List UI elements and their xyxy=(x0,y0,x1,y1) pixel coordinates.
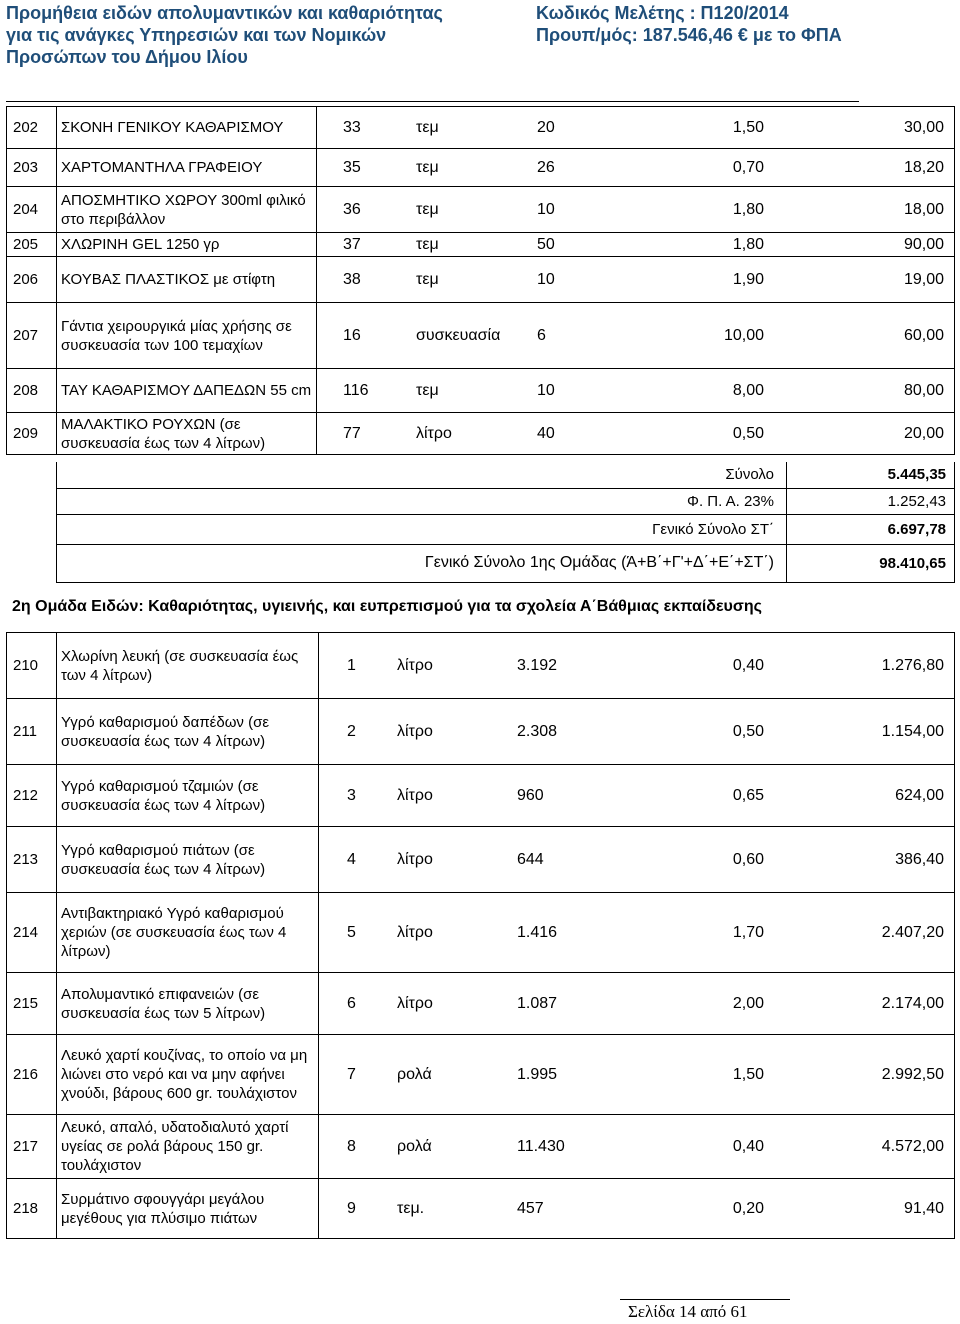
table-row xyxy=(7,413,955,455)
item-count: 960 xyxy=(517,786,544,804)
item-unit-price: 1,50 xyxy=(732,118,764,136)
item-quantity: 5 xyxy=(347,923,356,941)
table-row xyxy=(7,107,955,149)
table-row xyxy=(7,827,955,893)
table-row xyxy=(7,699,955,765)
item-quantity: 6 xyxy=(347,994,356,1012)
item-unit-price: 0,50 xyxy=(732,722,764,740)
study-code: Κωδικός Μελέτης : Π120/2014 xyxy=(536,3,789,23)
item-count: 644 xyxy=(517,850,544,868)
item-description: Υγρό καθαρισμού τζαμιών (σε συσκευασία έως των 4 λίτρων) xyxy=(57,765,319,827)
item-count: 2.308 xyxy=(517,722,558,740)
table-row xyxy=(7,1035,955,1115)
item-unit: ρολά xyxy=(397,1065,432,1083)
item-unit-price: 0,50 xyxy=(732,424,764,442)
item-number: 209 xyxy=(7,413,57,455)
header-title-line3: Προσώπων του Δήμου Ιλίου xyxy=(6,47,248,67)
item-unit: λίτρο xyxy=(416,424,452,442)
item-total: 30,00 xyxy=(903,118,944,136)
group2-title: 2η Ομάδα Ειδών: Καθαριότητας, υγιεινής, και ευπρεπισμού για τα σχολεία Α΄Βάθμιας εκπαίδευσης xyxy=(12,598,762,615)
footer-rule xyxy=(620,1299,790,1300)
item-values-cell xyxy=(317,369,955,413)
table-row xyxy=(7,765,955,827)
table-row xyxy=(7,303,955,369)
item-total: 1.276,80 xyxy=(881,656,944,674)
table-row xyxy=(7,633,955,699)
item-count: 11.430 xyxy=(517,1137,565,1155)
item-number: 204 xyxy=(7,187,57,233)
item-quantity: 3 xyxy=(347,786,356,804)
item-total: 386,40 xyxy=(895,850,944,868)
item-count: 1.416 xyxy=(517,923,558,941)
item-unit: τεμ xyxy=(416,270,439,288)
item-number: 218 xyxy=(7,1179,57,1239)
item-values-cell xyxy=(319,633,955,699)
vat-label: Φ. Π. Α. 23% xyxy=(57,488,787,514)
item-total: 2.407,20 xyxy=(881,923,944,941)
item-values-cell xyxy=(317,187,955,233)
item-quantity: 1 xyxy=(347,656,356,674)
table-row xyxy=(7,187,955,233)
item-values-cell xyxy=(317,257,955,303)
item-count: 10 xyxy=(537,381,555,399)
item-total: 18,00 xyxy=(903,200,944,218)
item-description: Λευκό χαρτί κουζίνας, το οποίο να μη λιώνει στο νερό και να μην αφήνει χνούδι, βάρους 600 gr. τουλάχιστον xyxy=(57,1035,319,1115)
table-row xyxy=(7,149,955,187)
item-unit: τεμ xyxy=(416,381,439,399)
item-quantity: 38 xyxy=(343,270,361,288)
item-unit: τεμ xyxy=(416,158,439,176)
table-row xyxy=(7,1115,955,1179)
item-description: Συρμάτινο σφουγγάρι μεγάλου μεγέθους για πλύσιμο πιάτων xyxy=(57,1179,319,1239)
item-number: 210 xyxy=(7,633,57,699)
item-quantity: 35 xyxy=(343,158,361,176)
item-description: Αντιβακτηριακό Υγρό καθαρισμού χεριών (σε συσκευασία έως των 4 λίτρων) xyxy=(57,893,319,973)
item-description: ΧΛΩΡΙΝΗ GEL 1250 γρ xyxy=(57,233,317,257)
item-unit: τεμ. xyxy=(397,1199,425,1217)
item-quantity: 7 xyxy=(347,1065,356,1083)
items-table-group1 xyxy=(6,106,955,455)
group1-total-value: 98.410,65 xyxy=(787,544,955,582)
item-description: ΤΑΥ ΚΑΘΑΡΙΣΜΟΥ ΔΑΠΕΔΩΝ 55 cm xyxy=(57,369,317,413)
item-unit: λίτρο xyxy=(397,923,433,941)
table-row xyxy=(7,369,955,413)
table-row xyxy=(7,257,955,303)
header-rule xyxy=(6,101,859,102)
subtotal-value: 5.445,35 xyxy=(787,462,955,488)
summary-table-group1 xyxy=(56,462,955,583)
item-unit: τεμ xyxy=(416,235,439,253)
item-unit-price: 1,80 xyxy=(732,200,764,218)
item-unit: λίτρο xyxy=(397,786,433,804)
table-row xyxy=(7,233,955,257)
item-values-cell xyxy=(317,107,955,149)
item-quantity: 9 xyxy=(347,1199,356,1217)
item-number: 206 xyxy=(7,257,57,303)
item-description: ΜΑΛΑΚΤΙΚΟ ΡΟΥΧΩΝ (σε συσκευασία έως των 4 λίτρων) xyxy=(57,413,317,455)
vat-value: 1.252,43 xyxy=(787,488,955,514)
item-total: 19,00 xyxy=(903,270,944,288)
item-total: 80,00 xyxy=(903,381,944,399)
item-total: 2.174,00 xyxy=(881,994,944,1012)
item-count: 50 xyxy=(537,235,555,253)
item-unit-price: 0,60 xyxy=(732,850,764,868)
item-quantity: 16 xyxy=(343,326,361,344)
item-count: 10 xyxy=(537,270,555,288)
item-values-cell xyxy=(319,1179,955,1239)
budget-line: Προυπ/μός: 187.546,46 € με το ΦΠΑ xyxy=(536,25,842,45)
item-values-cell xyxy=(317,413,955,455)
item-count: 457 xyxy=(517,1199,544,1217)
item-values-cell xyxy=(319,827,955,893)
item-number: 205 xyxy=(7,233,57,257)
item-total: 1.154,00 xyxy=(881,722,944,740)
item-description: Χλωρίνη λευκή (σε συσκευασία έως των 4 λίτρων) xyxy=(57,633,319,699)
item-values-cell xyxy=(319,1115,955,1179)
item-values-cell xyxy=(317,303,955,369)
item-unit-price: 1,90 xyxy=(732,270,764,288)
item-unit-price: 0,40 xyxy=(732,656,764,674)
item-unit: λίτρο xyxy=(397,656,433,674)
item-unit-price: 2,00 xyxy=(732,994,764,1012)
item-unit-price: 0,65 xyxy=(732,786,764,804)
item-unit-price: 1,50 xyxy=(732,1065,764,1083)
item-quantity: 2 xyxy=(347,722,356,740)
grand-total-value: 6.697,78 xyxy=(787,514,955,544)
header-title-line1: Προμήθεια ειδών απολυμαντικών και καθαριότητας xyxy=(6,3,443,23)
item-count: 40 xyxy=(537,424,555,442)
items-table-group2 xyxy=(6,632,955,1239)
item-number: 208 xyxy=(7,369,57,413)
item-number: 217 xyxy=(7,1115,57,1179)
group1-total-label: Γενικό Σύνολο 1ης Ομάδας (Ά+Β΄+Γ'+Δ΄+Ε΄+ΣΤ΄) xyxy=(57,544,787,582)
item-quantity: 4 xyxy=(347,850,356,868)
item-description: Υγρό καθαρισμού πιάτων (σε συσκευασία έως των 4 λίτρων) xyxy=(57,827,319,893)
item-values-cell xyxy=(319,1035,955,1115)
item-quantity: 77 xyxy=(343,424,361,442)
document-header-right xyxy=(536,2,956,46)
item-unit-price: 0,40 xyxy=(732,1137,764,1155)
item-unit: τεμ xyxy=(416,200,439,218)
item-values-cell xyxy=(319,699,955,765)
item-total: 90,00 xyxy=(903,235,944,253)
document-header-left xyxy=(6,2,526,68)
item-unit: λίτρο xyxy=(397,722,433,740)
page-number: Σελίδα 14 από 61 xyxy=(628,1302,748,1321)
item-description: Λευκό, απαλό, υδατοδιαλυτό χαρτί υγείας σε ρολά βάρους 150 gr. τουλάχιστον xyxy=(57,1115,319,1179)
table-row xyxy=(7,1179,955,1239)
item-number: 212 xyxy=(7,765,57,827)
item-number: 215 xyxy=(7,973,57,1035)
subtotal-label: Σύνολο xyxy=(57,462,787,488)
item-unit: ρολά xyxy=(397,1137,432,1155)
item-unit-price: 0,70 xyxy=(732,158,764,176)
item-number: 211 xyxy=(7,699,57,765)
item-values-cell xyxy=(319,765,955,827)
item-total: 60,00 xyxy=(903,326,944,344)
item-count: 26 xyxy=(537,158,555,176)
item-count: 1.995 xyxy=(517,1065,558,1083)
item-total: 2.992,50 xyxy=(881,1065,944,1083)
item-quantity: 33 xyxy=(343,118,361,136)
item-unit-price: 8,00 xyxy=(732,381,764,399)
item-total: 91,40 xyxy=(903,1199,944,1217)
item-description: ΣΚΟΝΗ ΓΕΝΙΚΟΥ ΚΑΘΑΡΙΣΜΟΥ xyxy=(57,107,317,149)
item-total: 18,20 xyxy=(903,158,944,176)
item-unit: τεμ xyxy=(416,118,439,136)
item-number: 202 xyxy=(7,107,57,149)
item-count: 3.192 xyxy=(517,656,558,674)
item-description: ΧΑΡΤΟΜΑΝΤΗΛΑ ΓΡΑΦΕΙΟΥ xyxy=(57,149,317,187)
grand-total-label: Γενικό Σύνολο ΣΤ΄ xyxy=(57,514,787,544)
item-description: Απολυμαντικό επιφανειών (σε συσκευασία έως των 5 λίτρων) xyxy=(57,973,319,1035)
item-number: 207 xyxy=(7,303,57,369)
item-quantity: 36 xyxy=(343,200,361,218)
item-description: ΑΠΟΣΜΗΤΙΚΟ ΧΩΡΟΥ 300ml φιλικό στο περιβάλλον xyxy=(57,187,317,233)
table-row xyxy=(7,893,955,973)
item-unit-price: 0,20 xyxy=(732,1199,764,1217)
item-count: 1.087 xyxy=(517,994,558,1012)
item-unit-price: 1,80 xyxy=(732,235,764,253)
table-row xyxy=(7,973,955,1035)
item-values-cell xyxy=(317,149,955,187)
item-quantity: 116 xyxy=(343,381,369,399)
item-number: 214 xyxy=(7,893,57,973)
item-description: Υγρό καθαρισμού δαπέδων (σε συσκευασία έως των 4 λίτρων) xyxy=(57,699,319,765)
item-unit: λίτρο xyxy=(397,994,433,1012)
header-title-line2: για τις ανάγκες Υπηρεσιών και των Νομικών xyxy=(6,25,387,45)
item-unit-price: 1,70 xyxy=(732,923,764,941)
item-quantity: 8 xyxy=(347,1137,356,1155)
item-unit: λίτρο xyxy=(397,850,433,868)
item-values-cell xyxy=(319,893,955,973)
item-values-cell xyxy=(319,973,955,1035)
item-description: Γάντια χειρουργικά μίας χρήσης σε συσκευασία των 100 τεμαχίων xyxy=(57,303,317,369)
item-description: ΚΟΥΒΑΣ ΠΛΑΣΤΙΚΟΣ με στίφτη xyxy=(57,257,317,303)
item-number: 213 xyxy=(7,827,57,893)
item-total: 4.572,00 xyxy=(881,1137,944,1155)
item-total: 20,00 xyxy=(903,424,944,442)
item-number: 216 xyxy=(7,1035,57,1115)
item-number: 203 xyxy=(7,149,57,187)
item-count: 10 xyxy=(537,200,555,218)
item-quantity: 37 xyxy=(343,235,361,253)
item-unit: συσκευασία xyxy=(416,326,501,344)
item-unit-price: 10,00 xyxy=(723,326,764,344)
item-count: 20 xyxy=(537,118,555,136)
item-total: 624,00 xyxy=(895,786,944,804)
item-count: 6 xyxy=(537,326,546,344)
item-values-cell xyxy=(317,233,955,257)
